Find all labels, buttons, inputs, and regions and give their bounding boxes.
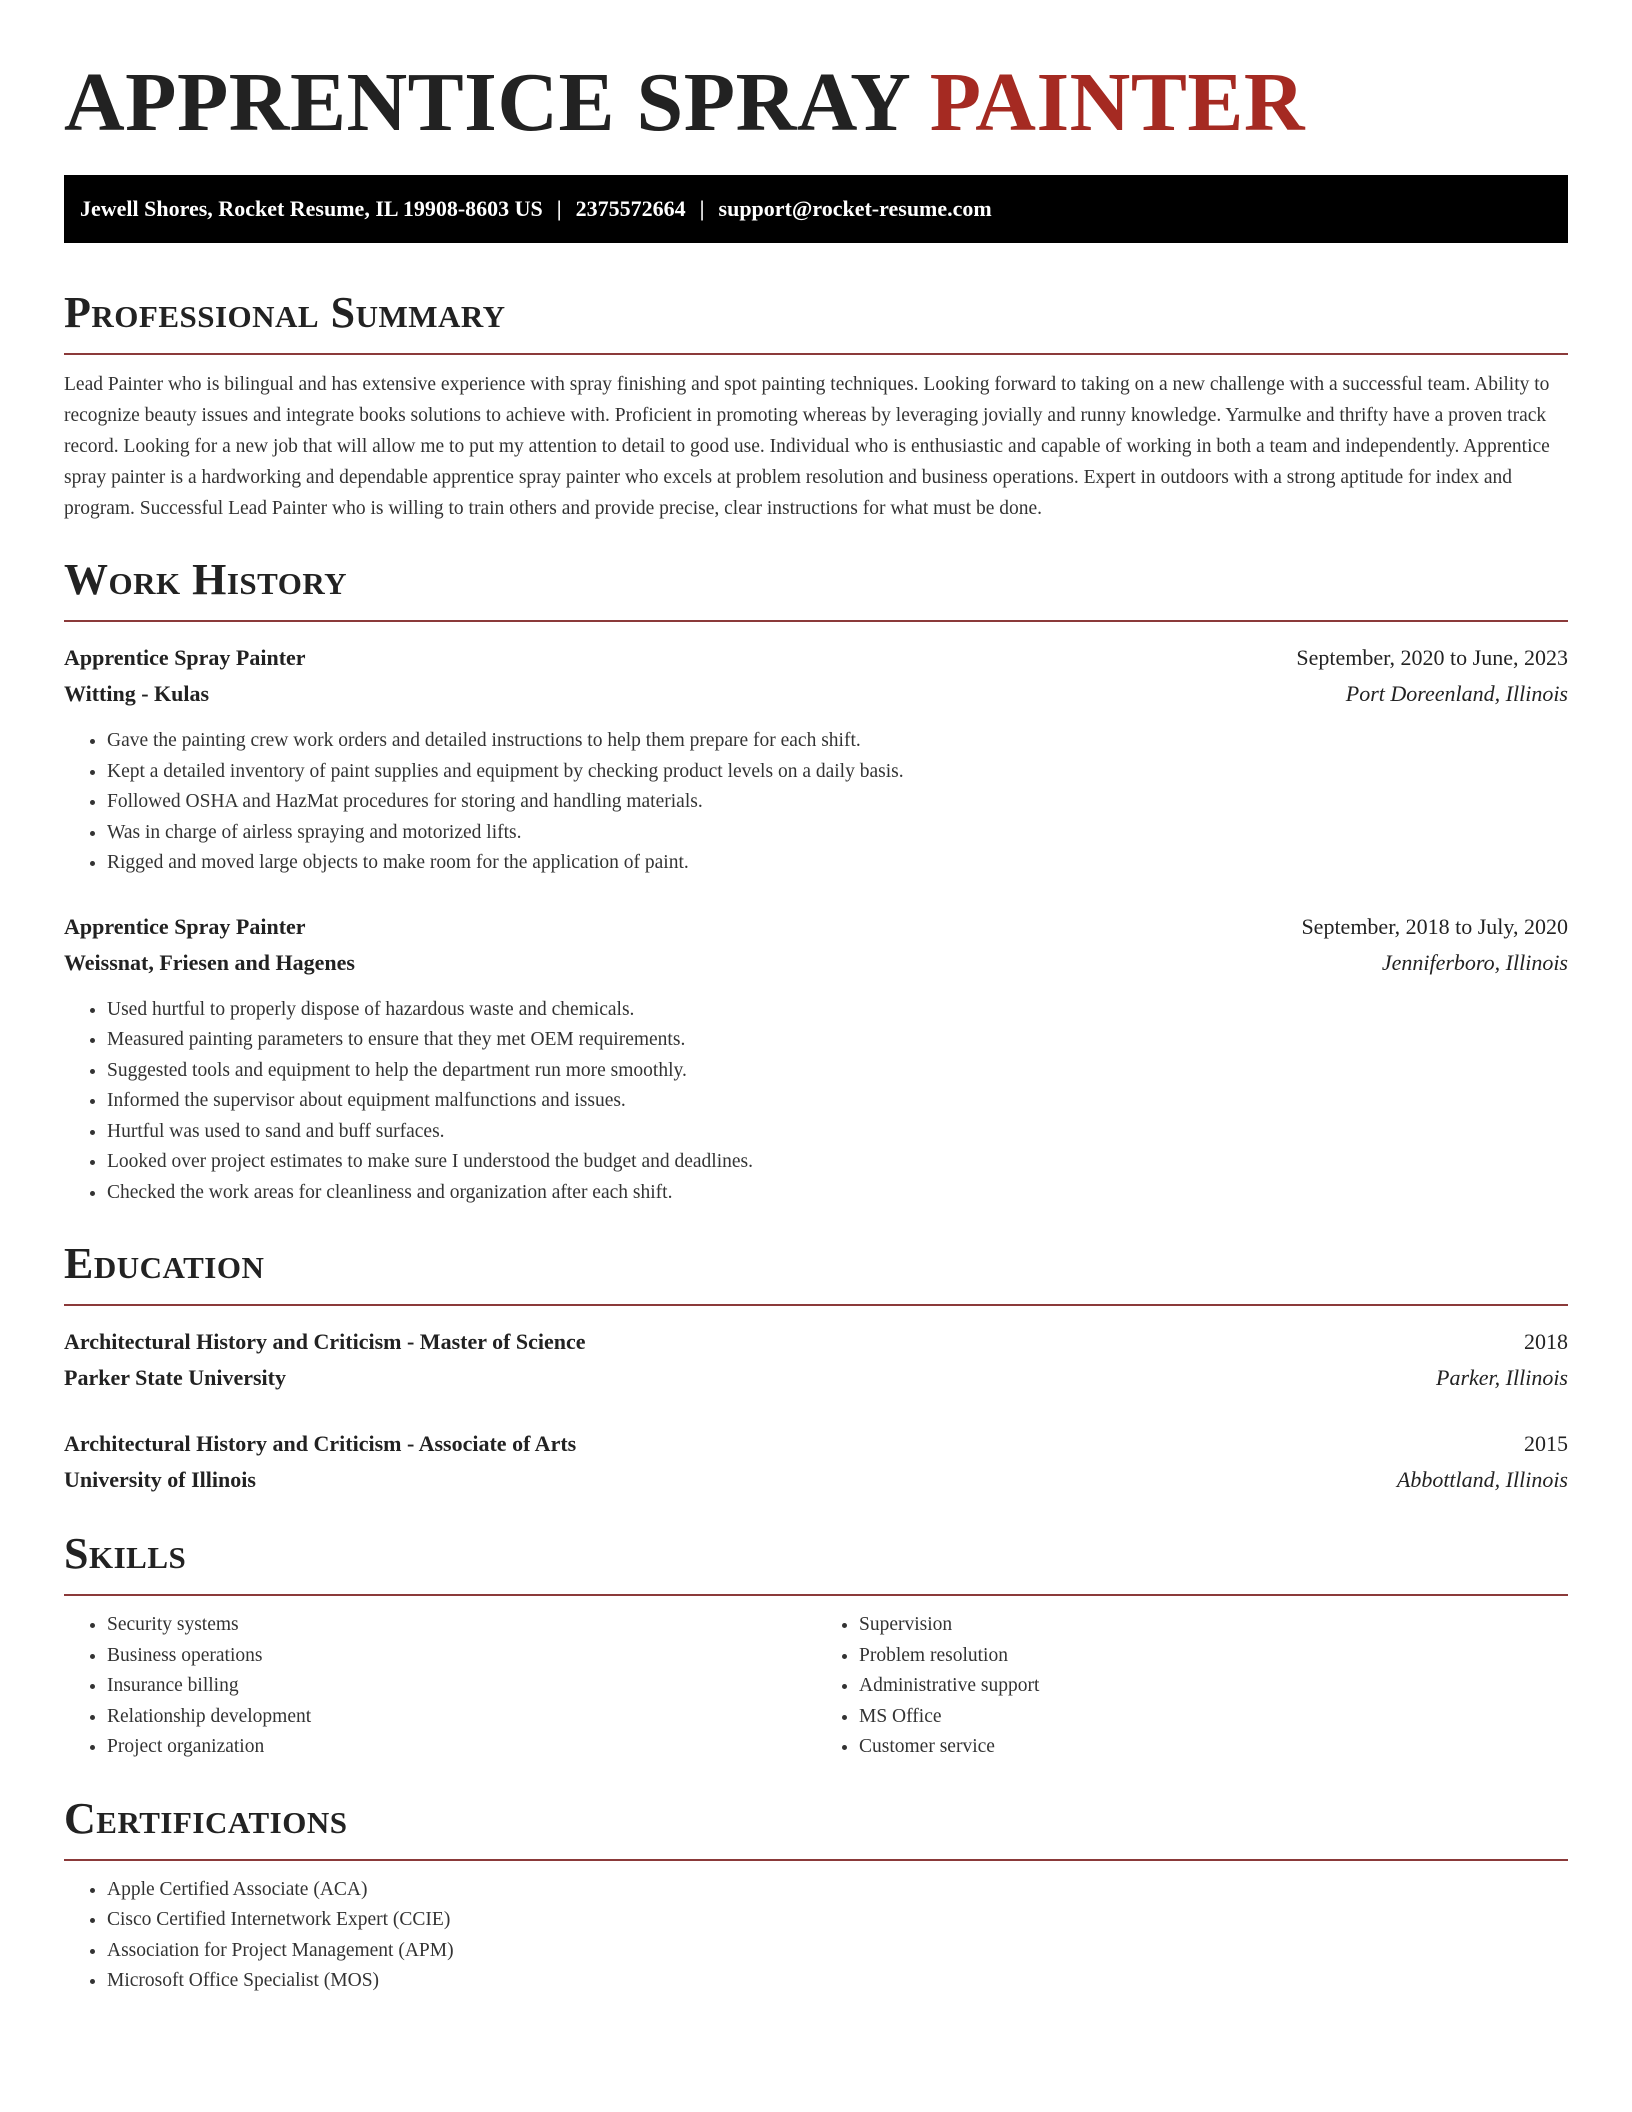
- work-history-section: [64, 554, 1568, 1208]
- section-title-education: Education: [64, 1239, 265, 1288]
- job-company-row: [64, 945, 1568, 981]
- job-entry: [64, 909, 1568, 1209]
- contact-phone: 2375572664: [575, 196, 686, 221]
- section-divider: [64, 1594, 1568, 1596]
- skills-section: [64, 1528, 1568, 1763]
- contact-email: support@rocket-resume.com: [718, 196, 992, 221]
- job-company: Witting - Kulas: [64, 681, 210, 706]
- job-duty-item: • Looked over project estimates to make sure I understood the budget and deadlines.: [107, 1147, 1568, 1178]
- education-school: Parker State University: [64, 1365, 286, 1390]
- certification-item: • Association for Project Management (APM): [107, 1936, 1568, 1967]
- section-title-summary: Professional Summary: [64, 288, 506, 337]
- section-title-certifications: Certifications: [64, 1793, 348, 1843]
- section-divider: [64, 1859, 1568, 1861]
- job-duty-item: • Followed OSHA and HazMat procedures for storing and handling materials.: [107, 787, 1568, 818]
- skill-item: • MS Office: [859, 1702, 1568, 1733]
- certification-item: • Cisco Certified Internetwork Expert (CCIE): [107, 1905, 1568, 1936]
- education-school-row: [64, 1462, 1568, 1498]
- skills-grid: [64, 1610, 1568, 1763]
- job-duties: [64, 995, 1568, 1209]
- contact-separator: |: [556, 196, 562, 221]
- name-last: PAINTER: [929, 56, 1306, 149]
- education-entry: [64, 1426, 1568, 1498]
- education-list: [64, 1324, 1568, 1498]
- skill-item: • Business operations: [107, 1641, 816, 1672]
- section-divider: [64, 1304, 1568, 1306]
- job-duties: [64, 726, 1568, 879]
- skill-item: • Relationship development: [107, 1702, 816, 1733]
- education-degree: Architectural History and Criticism - Master of Science: [64, 1329, 586, 1354]
- certifications-section: [64, 1793, 1568, 1997]
- education-location: Parker, Illinois: [1436, 1365, 1568, 1390]
- contact-address: Jewell Shores, Rocket Resume, IL 19908-8603 US: [80, 196, 543, 221]
- job-entry: [64, 640, 1568, 879]
- section-title-work-history: Work History: [64, 555, 348, 604]
- section-title-skills: Skills: [64, 1529, 187, 1578]
- job-title: Apprentice Spray Painter: [64, 645, 306, 670]
- job-duty-item: • Measured painting parameters to ensure that they met OEM requirements.: [107, 1025, 1568, 1056]
- skills-column-1: [64, 1610, 816, 1763]
- job-header-row: [64, 640, 1568, 676]
- job-company-row: [64, 676, 1568, 712]
- job-dates: September, 2018 to July, 2020: [1301, 913, 1568, 939]
- skill-item: • Administrative support: [859, 1671, 1568, 1702]
- job-location: Jenniferboro, Illinois: [1381, 949, 1568, 975]
- contact-bar: [64, 175, 1568, 243]
- education-school-row: [64, 1360, 1568, 1396]
- job-duty-item: • Rigged and moved large objects to make room for the application of paint.: [107, 848, 1568, 879]
- job-duty-item: • Informed the supervisor about equipment malfunctions and issues.: [107, 1086, 1568, 1117]
- job-duty-item: • Was in charge of airless spraying and motorized lifts.: [107, 818, 1568, 849]
- skills-column-2: [816, 1610, 1568, 1763]
- section-divider: [64, 620, 1568, 622]
- name-first: APPRENTICE SPRAY: [64, 56, 909, 149]
- education-degree: Architectural History and Criticism - Associate of Arts: [64, 1431, 577, 1456]
- education-year: 2018: [1524, 1329, 1568, 1354]
- skill-item: • Project organization: [107, 1732, 816, 1763]
- job-dates: September, 2020 to June, 2023: [1296, 645, 1568, 670]
- job-company: Weissnat, Friesen and Hagenes: [64, 949, 355, 975]
- job-duty-item: • Used hurtful to properly dispose of hazardous waste and chemicals.: [107, 995, 1568, 1026]
- education-year: 2015: [1524, 1431, 1568, 1456]
- certifications-list: [64, 1875, 1568, 1997]
- job-duty-item: • Suggested tools and equipment to help the department run more smoothly.: [107, 1056, 1568, 1087]
- education-degree-row: [64, 1426, 1568, 1462]
- skill-item: • Security systems: [107, 1610, 816, 1641]
- education-entry: [64, 1324, 1568, 1396]
- job-duty-item: • Kept a detailed inventory of paint supplies and equipment by checking product levels on a daily basis.: [107, 757, 1568, 788]
- job-duty-item: • Hurtful was used to sand and buff surfaces.: [107, 1117, 1568, 1148]
- job-header-row: [64, 909, 1568, 945]
- job-location: Port Doreenland, Illinois: [1345, 681, 1568, 706]
- summary-text: Lead Painter who is bilingual and has extensive experience with spray finishing and spot painting techniques. Looking forward to taking on a new challenge with a successful team. Ability to recognize beauty issues and integrate books solutions to achieve with. Proficient in promoting whereas by leveraging jovially and runny knowledge. Yarmulke and thrifty have a proven track record. Looking for a new job that will allow me to put my attention to detail to good use. Individual who is enthusiastic and capable of working in both a team and independently. Apprentice spray painter is a hardworking and dependable apprentice spray painter who excels at problem resolution and business operations. Expert in outdoors with a strong aptitude for index and program. Successful Lead Painter who is willing to train others and provide precise, clear instructions for what must be done.: [64, 374, 1550, 519]
- education-school: University of Illinois: [64, 1467, 256, 1492]
- job-title: Apprentice Spray Painter: [64, 913, 306, 939]
- job-list: [64, 640, 1568, 1208]
- education-location: Abbottland, Illinois: [1396, 1467, 1568, 1492]
- education-degree-row: [64, 1324, 1568, 1360]
- job-duty-item: • Checked the work areas for cleanliness and organization after each shift.: [107, 1178, 1568, 1209]
- section-divider: [64, 353, 1568, 355]
- skill-item: • Customer service: [859, 1732, 1568, 1763]
- certification-item: • Microsoft Office Specialist (MOS): [107, 1966, 1568, 1997]
- skill-item: • Insurance billing: [107, 1671, 816, 1702]
- skill-item: • Supervision: [859, 1610, 1568, 1641]
- certification-item: • Apple Certified Associate (ACA): [107, 1875, 1568, 1906]
- job-duty-item: • Gave the painting crew work orders and detailed instructions to help them prepare for each shift.: [107, 726, 1568, 757]
- resume-name: [64, 55, 1568, 151]
- education-section: [64, 1238, 1568, 1498]
- contact-separator: |: [699, 196, 705, 221]
- skill-item: • Problem resolution: [859, 1641, 1568, 1672]
- summary-section: [64, 287, 1568, 524]
